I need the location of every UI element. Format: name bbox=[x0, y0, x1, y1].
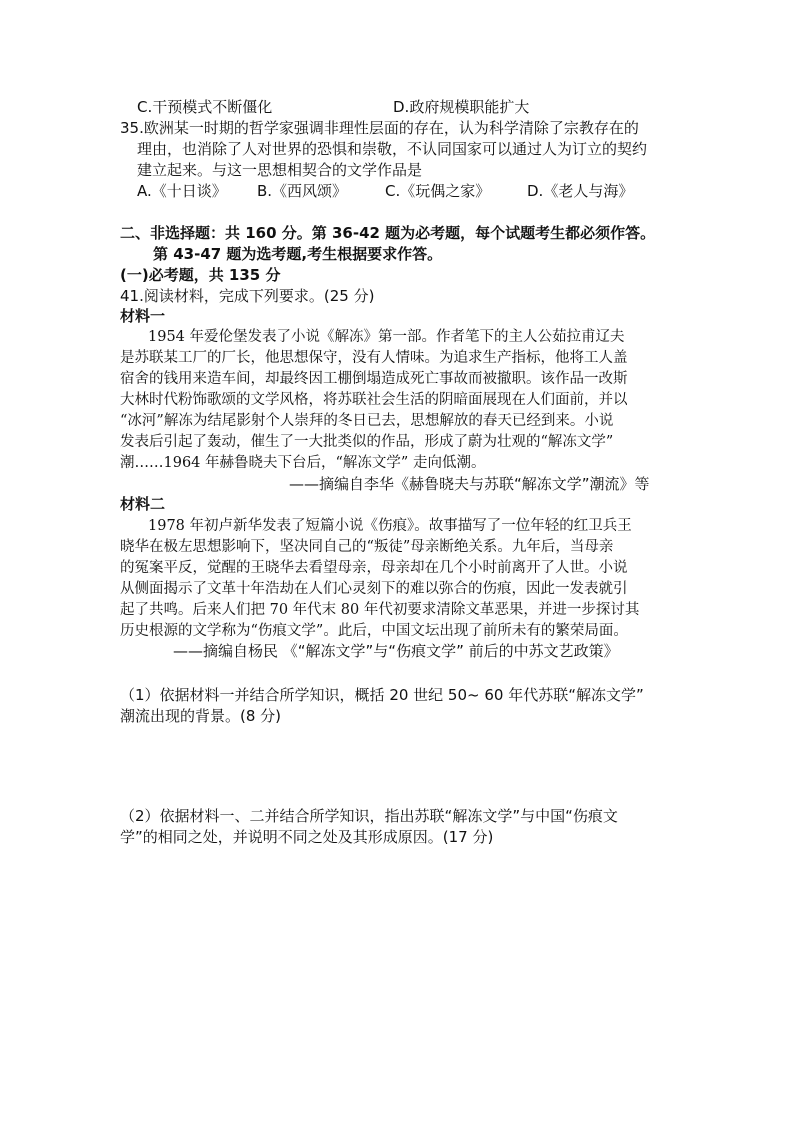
material2-line: 1978 年初卢新华发表了短篇小说《伤痕》。故事描写了一位年轻的红卫兵王 bbox=[148, 518, 632, 534]
material1-line: 是苏联某工厂的厂长，他思想保守，没有人情味。为追求生产指标，他将工人盖 bbox=[120, 350, 628, 366]
subquestion1-line2: 潮流出现的背景。(8 分) bbox=[120, 707, 282, 725]
q34-option-c: C.干预模式不断僵化 bbox=[137, 98, 273, 116]
q34-option-d: D.政府规模职能扩大 bbox=[393, 98, 530, 116]
q35-option-c: C.《玩偶之家》 bbox=[385, 182, 491, 200]
material1-line: 宿舍的钱用来造车间，却最终因工棚倒塌造成死亡事故而被撤职。该作品一改斯 bbox=[120, 371, 628, 387]
section2-heading-line1: 二、非选择题：共 160 分。第 36-42 题为必考题，每个试题考生都必须作答。 bbox=[120, 224, 656, 242]
material2-line: 从侧面揭示了文革十年浩劫在人们心灵刻下的难以弥合的伤痕，因此一发表就引 bbox=[120, 581, 628, 597]
q35-stem-line2: 理由，也消除了人对世界的恐惧和崇敬，不认同国家可以通过人为订立的契约 bbox=[137, 140, 648, 158]
material2-label: 材料二 bbox=[120, 495, 166, 513]
subquestion1-line1: （1）依据材料一并结合所学知识，概括 20 世纪 50~ 60 年代苏联“解冻文学” bbox=[120, 686, 644, 704]
material1-line: 大林时代粉饰歌颂的文学风格，将苏联社会生活的阴暗面展现在人们面前，并以 bbox=[120, 392, 628, 408]
material2-line: 历史根源的文学称为“伤痕文学”。此后，中国文坛出现了前所未有的繁荣局面。 bbox=[120, 623, 628, 639]
subquestion2-line1: （2）依据材料一、二并结合所学知识，指出苏联“解冻文学”与中国“伤痕文 bbox=[120, 807, 618, 825]
section2-heading-line2: 第 43-47 题为选考题,考生根据要求作答。 bbox=[153, 245, 443, 263]
material2-line: 晓华在极左思想影响下，坚决同自己的“叛徒”母亲断绝关系。九年后，当母亲 bbox=[120, 539, 614, 555]
material1-line: 潮……1964 年赫鲁晓夫下台后，“解冻文学” 走向低潮。 bbox=[120, 455, 486, 471]
q35-option-a: A.《十日谈》 bbox=[137, 182, 227, 200]
material2-line: 的冤案平反，觉醒的王晓华去看望母亲，母亲却在几个小时前离开了人世。小说 bbox=[120, 560, 628, 576]
subquestion2-line2: 学”的相同之处，并说明不同之处及其形成原因。(17 分) bbox=[120, 828, 494, 846]
material1-label: 材料一 bbox=[120, 307, 166, 325]
q35-option-b: B.《西风颂》 bbox=[257, 182, 348, 200]
q35-stem-line1: 35.欧洲某一时期的哲学家强调非理性层面的存在，认为科学清除了宗教存在的 bbox=[120, 119, 639, 137]
q41-intro: 41.阅读材料，完成下列要求。(25 分) bbox=[120, 287, 375, 305]
material2-line: 起了共鸣。后来人们把 70 年代末 80 年代初要求清除文革恶果，并进一步探讨其 bbox=[120, 602, 640, 618]
q35-option-d: D.《老人与海》 bbox=[527, 182, 634, 200]
q35-stem-line3: 建立起来。与这一思想相契合的文学作品是 bbox=[137, 161, 423, 179]
material1-line: 1954 年爱伦堡发表了小说《解冻》第一部。作者笔下的主人公茹拉甫辽夫 bbox=[148, 329, 625, 345]
section2-subheading: (一)必考题，共 135 分 bbox=[120, 266, 281, 284]
material1-line: 发表后引起了轰动，催生了一大批类似的作品，形成了蔚为壮观的“解冻文学” bbox=[120, 434, 614, 450]
material1-line: “冰河”解冻为结尾影射个人崇拜的冬日已去，思想解放的春天已经到来。小说 bbox=[120, 413, 614, 429]
material2-source: ——摘编自杨民 《“解冻文学”与“伤痕文学” 前后的中苏文艺政策》 bbox=[173, 642, 619, 660]
material1-source: ——摘编自李华《赫鲁晓夫与苏联“解冻文学”潮流》等 bbox=[289, 475, 650, 493]
